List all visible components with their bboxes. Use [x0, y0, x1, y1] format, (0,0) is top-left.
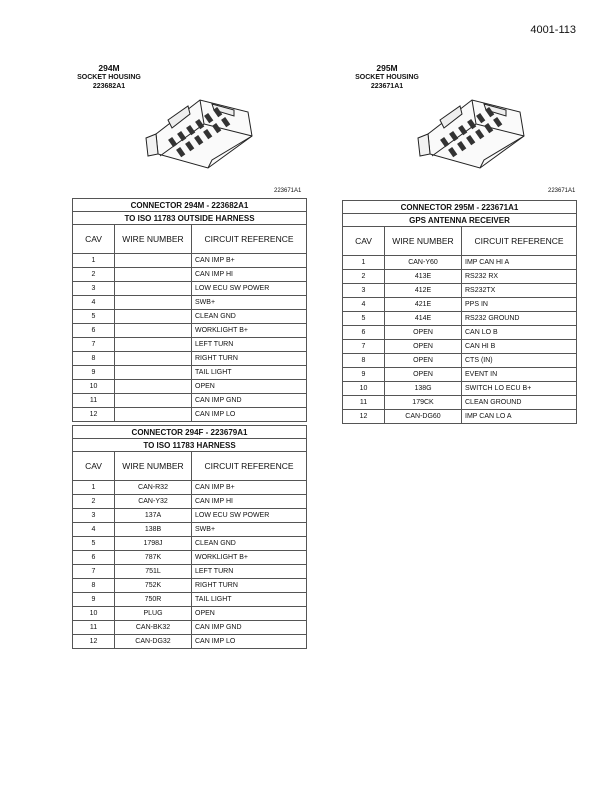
wire-cell: 138G	[385, 382, 462, 396]
wire-cell: PLUG	[115, 607, 192, 621]
figure-ref: 223671A1	[548, 188, 576, 194]
wire-cell	[115, 380, 192, 394]
connector-294f-table	[72, 425, 307, 649]
table-row	[73, 338, 307, 352]
table-row	[73, 565, 307, 579]
circuit-cell: CAN LO B	[462, 326, 577, 340]
circuit-cell: TAIL LIGHT	[192, 593, 307, 607]
cav-cell: 12	[73, 408, 115, 422]
wire-header: WIRE NUMBER	[115, 452, 192, 481]
circuit-cell: CAN IMP HI	[192, 268, 307, 282]
circuit-cell: CAN IMP GND	[192, 621, 307, 635]
table-row	[343, 284, 577, 298]
circuit-cell: CLEAN GROUND	[462, 396, 577, 410]
table-subtitle: TO ISO 11783 OUTSIDE HARNESS	[73, 212, 307, 225]
cav-cell: 7	[73, 565, 115, 579]
wire-cell: OPEN	[385, 340, 462, 354]
wire-cell: 413E	[385, 270, 462, 284]
circuit-cell: OPEN	[192, 380, 307, 394]
wire-cell: 751L	[115, 565, 192, 579]
table-row	[73, 408, 307, 422]
cav-cell: 10	[73, 607, 115, 621]
table-row	[343, 396, 577, 410]
wire-cell	[115, 254, 192, 268]
circuit-cell: LOW ECU SW POWER	[192, 509, 307, 523]
circuit-cell: PPS IN	[462, 298, 577, 312]
circuit-cell: SWITCH LO ECU B+	[462, 382, 577, 396]
cav-cell: 4	[73, 296, 115, 310]
wire-cell	[115, 394, 192, 408]
connector-id: 295M	[376, 63, 398, 73]
circuit-header: CIRCUIT REFERENCE	[192, 225, 307, 254]
cav-cell: 4	[73, 523, 115, 537]
wire-cell	[115, 352, 192, 366]
circuit-cell: SWB+	[192, 523, 307, 537]
cav-cell: 6	[343, 326, 385, 340]
circuit-header: CIRCUIT REFERENCE	[192, 452, 307, 481]
wire-cell: CAN-DG60	[385, 410, 462, 424]
cav-header: CAV	[73, 225, 115, 254]
circuit-cell: RS232 RX	[462, 270, 577, 284]
connector-id: 294M	[98, 63, 120, 73]
table-row	[73, 394, 307, 408]
table-row	[343, 340, 577, 354]
table-row	[73, 635, 307, 649]
circuit-cell: CLEAN GND	[192, 310, 307, 324]
table-row	[73, 254, 307, 268]
wire-cell: 137A	[115, 509, 192, 523]
connector-type: SOCKET HOUSING	[355, 74, 419, 81]
table-subtitle: GPS ANTENNA RECEIVER	[343, 214, 577, 227]
wire-cell: 138B	[115, 523, 192, 537]
figure-ref: 223671A1	[274, 188, 302, 194]
cav-cell: 5	[343, 312, 385, 326]
cav-cell: 1	[343, 256, 385, 270]
cav-cell: 3	[73, 282, 115, 296]
cav-cell: 11	[73, 621, 115, 635]
table-subtitle: TO ISO 11783 HARNESS	[73, 439, 307, 452]
table-row	[73, 324, 307, 338]
cav-cell: 5	[73, 537, 115, 551]
wire-cell: CAN-R32	[115, 481, 192, 495]
cav-cell: 9	[343, 368, 385, 382]
cav-cell: 8	[73, 352, 115, 366]
wire-cell	[115, 310, 192, 324]
cav-cell: 6	[73, 551, 115, 565]
wire-cell: 179CK	[385, 396, 462, 410]
wire-cell	[115, 282, 192, 296]
circuit-cell: TAIL LIGHT	[192, 366, 307, 380]
circuit-cell: EVENT IN	[462, 368, 577, 382]
connector-295m-table	[342, 200, 577, 424]
table-row	[73, 509, 307, 523]
wire-cell: CAN-BK32	[115, 621, 192, 635]
wire-header: WIRE NUMBER	[115, 225, 192, 254]
circuit-cell: LOW ECU SW POWER	[192, 282, 307, 296]
cav-cell: 4	[343, 298, 385, 312]
table-row	[343, 326, 577, 340]
table-title: CONNECTOR 295M - 223671A1	[343, 201, 577, 214]
table-row	[73, 310, 307, 324]
wire-cell: CAN-DG32	[115, 635, 192, 649]
table-row	[73, 481, 307, 495]
circuit-cell: RIGHT TURN	[192, 352, 307, 366]
page-number: 4001-113	[530, 24, 576, 36]
circuit-cell: IMP CAN LO A	[462, 410, 577, 424]
cav-cell: 2	[343, 270, 385, 284]
circuit-cell: OPEN	[192, 607, 307, 621]
circuit-cell: IMP CAN HI A	[462, 256, 577, 270]
table-row	[73, 282, 307, 296]
table-row	[343, 354, 577, 368]
table-row	[73, 579, 307, 593]
cav-cell: 8	[73, 579, 115, 593]
connector-294m-drawing-icon	[138, 90, 264, 172]
cav-cell: 8	[343, 354, 385, 368]
cav-cell: 2	[73, 268, 115, 282]
wire-cell: CAN-Y32	[115, 495, 192, 509]
circuit-cell: CAN IMP LO	[192, 635, 307, 649]
table-row	[343, 298, 577, 312]
connector-294m-table	[72, 198, 307, 422]
circuit-cell: CAN HI B	[462, 340, 577, 354]
cav-cell: 3	[343, 284, 385, 298]
circuit-cell: RS232TX	[462, 284, 577, 298]
circuit-cell: CAN IMP HI	[192, 495, 307, 509]
circuit-cell: CTS (IN)	[462, 354, 577, 368]
circuit-cell: SWB+	[192, 296, 307, 310]
wire-cell	[115, 268, 192, 282]
table-row	[343, 256, 577, 270]
connector-294m-label	[62, 64, 156, 91]
table-row	[73, 495, 307, 509]
table-row	[343, 312, 577, 326]
cav-cell: 1	[73, 254, 115, 268]
table-row	[73, 523, 307, 537]
table-row	[73, 352, 307, 366]
circuit-cell: CLEAN GND	[192, 537, 307, 551]
table-row	[73, 537, 307, 551]
wire-cell: 752K	[115, 579, 192, 593]
table-row	[343, 368, 577, 382]
table-row	[343, 382, 577, 396]
table-row	[73, 621, 307, 635]
table-row	[343, 270, 577, 284]
cav-cell: 6	[73, 324, 115, 338]
connector-295m-drawing-icon	[410, 90, 536, 172]
wire-cell	[115, 408, 192, 422]
table-title: CONNECTOR 294F - 223679A1	[73, 426, 307, 439]
wire-cell: CAN-Y60	[385, 256, 462, 270]
circuit-cell: CAN IMP LO	[192, 408, 307, 422]
table-row	[73, 607, 307, 621]
table-row	[73, 268, 307, 282]
table-row	[73, 593, 307, 607]
circuit-cell: RIGHT TURN	[192, 579, 307, 593]
wire-cell: 414E	[385, 312, 462, 326]
cav-cell: 3	[73, 509, 115, 523]
wire-cell: 1798J	[115, 537, 192, 551]
connector-295m-label	[340, 64, 434, 91]
table-title: CONNECTOR 294M - 223682A1	[73, 199, 307, 212]
table-row	[73, 296, 307, 310]
wire-header: WIRE NUMBER	[385, 227, 462, 256]
table-row	[343, 410, 577, 424]
wire-cell	[115, 366, 192, 380]
cav-cell: 7	[73, 338, 115, 352]
wire-cell: OPEN	[385, 368, 462, 382]
cav-cell: 10	[73, 380, 115, 394]
circuit-cell: LEFT TURN	[192, 565, 307, 579]
cav-cell: 11	[73, 394, 115, 408]
wire-cell: OPEN	[385, 326, 462, 340]
wire-cell	[115, 296, 192, 310]
cav-cell: 2	[73, 495, 115, 509]
wire-cell: 787K	[115, 551, 192, 565]
cav-cell: 1	[73, 481, 115, 495]
table-row	[73, 380, 307, 394]
wire-cell: OPEN	[385, 354, 462, 368]
cav-cell: 5	[73, 310, 115, 324]
cav-cell: 12	[343, 410, 385, 424]
circuit-cell: CAN IMP B+	[192, 481, 307, 495]
circuit-cell: CAN IMP GND	[192, 394, 307, 408]
cav-header: CAV	[73, 452, 115, 481]
cav-cell: 7	[343, 340, 385, 354]
cav-cell: 10	[343, 382, 385, 396]
cav-header: CAV	[343, 227, 385, 256]
circuit-cell: CAN IMP B+	[192, 254, 307, 268]
wire-cell	[115, 324, 192, 338]
cav-cell: 11	[343, 396, 385, 410]
circuit-cell: LEFT TURN	[192, 338, 307, 352]
wire-cell	[115, 338, 192, 352]
table-row	[73, 551, 307, 565]
cav-cell: 9	[73, 593, 115, 607]
connector-part: 223671A1	[370, 83, 404, 90]
circuit-cell: WORKLIGHT B+	[192, 324, 307, 338]
wire-cell: 750R	[115, 593, 192, 607]
circuit-cell: RS232 GROUND	[462, 312, 577, 326]
connector-part: 223682A1	[92, 83, 126, 90]
connector-type: SOCKET HOUSING	[77, 74, 141, 81]
cav-cell: 12	[73, 635, 115, 649]
cav-cell: 9	[73, 366, 115, 380]
wire-cell: 421E	[385, 298, 462, 312]
circuit-header: CIRCUIT REFERENCE	[462, 227, 577, 256]
wire-cell: 412E	[385, 284, 462, 298]
table-row	[73, 366, 307, 380]
circuit-cell: WORKLIGHT B+	[192, 551, 307, 565]
